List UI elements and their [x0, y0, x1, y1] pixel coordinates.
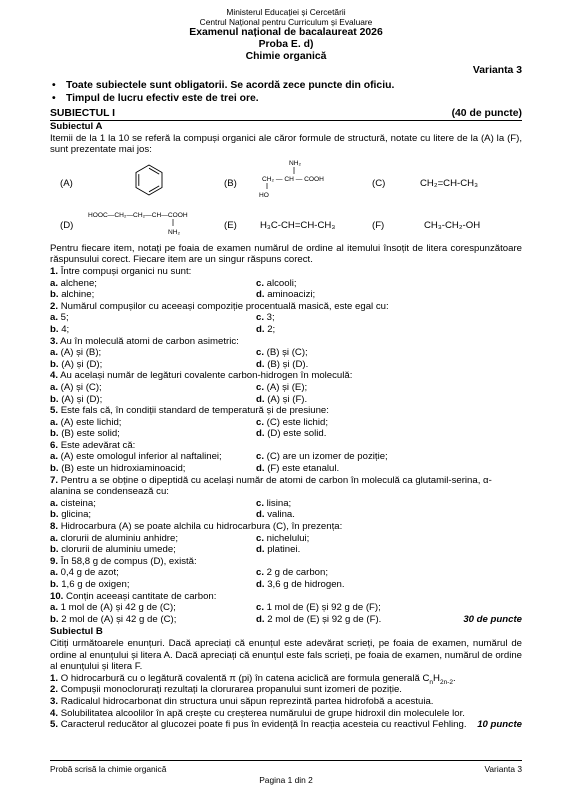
option-c: c. nichelului; — [256, 532, 310, 544]
statement-1: 1. O hidrocarbură cu o legătură covalentă π (pi) în catena aciclică are formula generală $C_nH_{2n-2}$. — [50, 672, 456, 686]
subsection-a-points: 30 de puncte — [463, 613, 522, 625]
question-3: 3. Au în moleculă atomi de carbon asimetric: — [50, 335, 239, 347]
option-c: c. 1 mol de (E) și 92 g de (F); — [256, 602, 381, 614]
option-c: c. (A) și (E); — [256, 381, 308, 393]
instruction-1: Toate subiectele sunt obligatorii. Se acordă zece puncte din oficiu. — [66, 80, 395, 91]
statement-2: 2. Compușii monoclorurați rezultați la clorurarea propanului sunt izomeri de poziție. — [50, 684, 402, 696]
question-4-options — [50, 382, 522, 405]
label-b: (B) — [224, 177, 237, 189]
option-c: c. (B) și (C); — [256, 347, 308, 359]
label-e: (E) — [224, 219, 237, 231]
option-d: d. aminoacizi; — [256, 289, 316, 301]
formula-f: CH₃-CH₂-OH — [424, 219, 481, 231]
option-d: d. (F) este etanalul. — [256, 463, 340, 475]
option-d: d. (D) este solid. — [256, 428, 327, 440]
option-d: d. 2; — [256, 323, 276, 335]
question-7-options — [50, 498, 522, 521]
option-a: a. alchene; — [50, 277, 97, 289]
general-instructions — [50, 80, 522, 105]
question-8: 8. Hidrocarbura (A) se poate alchila cu hidrocarbura (C), în prezența: — [50, 521, 343, 533]
label-f: (F) — [372, 219, 385, 231]
footer-left: Probă scrisă la chimie organică — [50, 764, 167, 774]
option-b: b. clorurii de aluminiu umede; — [50, 544, 176, 556]
question-6: 6. Este adevărat că: — [50, 439, 136, 451]
question-6-options — [50, 451, 522, 474]
statement-4: 4. Solubilitatea alcoolilor în apă crește cu creșterea numărului de grupe hidroxil din moleculele lor. — [50, 707, 465, 719]
center-name: Centrul Național pentru Curriculum și Evaluare — [199, 17, 373, 27]
option-a: a. 0,4 g de azot; — [50, 567, 119, 579]
bullet-icon: • — [52, 92, 56, 104]
subsection-b-title: Subiectul B — [50, 626, 103, 638]
question-5-options — [50, 417, 522, 440]
d-nh2-text: NH₂ — [168, 228, 181, 236]
option-b: b. glicina; — [50, 509, 92, 521]
exam-page — [50, 7, 522, 731]
subsection-a-intro: Itemii de la 1 la 10 se referă la compuși organici ale căror formule de structură, notate cu litere de la (A) la (F), sunt prezentate mai jos: — [50, 132, 522, 156]
question-2: 2. Numărul compușilor cu aceeași compoziție procentuală masică, este egal cu: — [50, 300, 389, 312]
subject-1-points: (40 de puncte) — [451, 108, 522, 119]
option-c: c. alcooli; — [256, 277, 297, 289]
option-d: d. platinei. — [256, 544, 301, 556]
option-d: d. 3,6 g de hidrogen. — [256, 579, 345, 590]
page-number: Pagina 1 din 2 — [259, 775, 313, 785]
answer-instructions: Pentru fiecare item, notați pe foaia de examen numărul de ordine al itemului însoțit de litera corespunzătoare răspunsului corect. Fiecare item are un singur răspuns corect. — [50, 242, 522, 266]
glutamic-acid-structure — [86, 208, 216, 238]
question-9: 9. În 58,8 g de compus (D), există: — [50, 555, 197, 567]
question-8-options — [50, 533, 522, 556]
label-a: (A) — [60, 177, 73, 189]
formula-c: CH₂=CH-CH₃ — [420, 177, 478, 189]
option-c: c. 3; — [256, 312, 275, 324]
footer-variant: Varianta 3 — [484, 764, 522, 774]
b-chain-text: CH₂ — CH — COOH — [262, 175, 324, 183]
option-a: a. clorurii de aluminiu anhidre; — [50, 532, 178, 544]
page-footer — [50, 760, 522, 785]
subject-title: Chimie organică — [245, 51, 327, 62]
b-ho-text: HO — [259, 191, 269, 199]
question-9-options — [50, 567, 522, 590]
subject-1-title: SUBIECTUL I — [50, 108, 116, 119]
structural-formulas — [50, 158, 522, 238]
question-10-options — [50, 602, 522, 625]
question-1-options — [50, 278, 522, 301]
question-10: 10. Conțin aceeași cantitate de carbon: — [50, 590, 217, 602]
option-b: b. 2 mol de (A) și 42 g de (C); — [50, 613, 177, 625]
question-7: 7. Pentru a se obține o dipeptidă cu același număr de atomi de carbon în moleculă ca glutamil-serina, α-alanina se condensează cu: — [50, 474, 492, 498]
statement-3: 3. Radicalul hidrocarbonat din structura unui săpun reprezintă partea hidrofobă a acestuia. — [50, 695, 434, 707]
option-b: b. (A) și (D); — [50, 393, 103, 405]
option-b: b. alchine; — [50, 289, 95, 301]
option-b: b. 4; — [50, 323, 70, 335]
option-d: d. valina. — [256, 509, 295, 521]
option-b: b. (A) și (D); — [50, 358, 103, 370]
option-b: b. (B) este solid; — [50, 428, 120, 440]
ministry-name: Ministerul Educației și Cercetării — [226, 7, 346, 17]
option-d: d. (B) și (D). — [256, 358, 309, 370]
d-chain-text: HOOC—CH₂—CH₂—CH—COOH — [88, 211, 188, 219]
option-a: a. (A) este omologul inferior al naftalinei; — [50, 451, 222, 463]
option-c: c. lisina; — [256, 497, 292, 509]
option-a: a. 1 mol de (A) și 42 g de (C); — [50, 602, 176, 614]
option-a: a. 5; — [50, 312, 69, 324]
option-c: c. (C) este lichid; — [256, 416, 328, 428]
label-d: (D) — [60, 219, 74, 231]
option-d: d. (A) și (F). — [256, 393, 308, 405]
subsection-b-intro: Citiți următoarele enunțuri. Dacă apreciați că enunțul este adevărat scrieți, pe foaia de examen, numărul de ordine al enunțului și litera A. Dacă apreciați că enunțul este fals scrieți, pe foaia de examen, numărul de ordine al enunțului și litera F. — [50, 637, 522, 673]
subsection-b-points: 10 puncte — [477, 719, 522, 731]
question-5: 5. Este fals că, în condiții standard de temperatură și de presiune: — [50, 405, 329, 417]
proba-title: Proba E. d) — [258, 39, 314, 50]
question-1: 1. Între compuși organici nu sunt: — [50, 265, 192, 277]
option-c: c. (C) are un izomer de poziție; — [256, 451, 388, 463]
bullet-icon: • — [52, 80, 56, 91]
multiple-choice-items — [50, 266, 522, 625]
question-4: 4. Au același număr de legături covalente carbon-hidrogen în moleculă: — [50, 370, 353, 382]
b-nh2-text: NH₂ — [289, 159, 302, 167]
instruction-2: Timpul de lucru efectiv este de trei ore. — [66, 92, 259, 104]
option-a: a. (A) este lichid; — [50, 416, 122, 428]
subject-1-heading — [50, 108, 522, 121]
question-3-options — [50, 347, 522, 370]
option-d: d. 2 mol de (E) și 92 g de (F). — [256, 613, 382, 625]
true-false-statements — [50, 673, 522, 731]
option-a: a. cisteina; — [50, 497, 96, 509]
option-b: b. (B) este un hidroxiaminoacid; — [50, 463, 186, 475]
option-b: b. 1,6 g de oxigen; — [50, 579, 130, 590]
exam-title: Examenul național de bacalaureat 2026 — [189, 27, 383, 38]
serine-structure — [256, 158, 346, 200]
formula-e: H₃C-CH=CH-CH₃ — [260, 219, 336, 231]
option-a: a. (A) și (B); — [50, 347, 102, 359]
label-c: (C) — [372, 177, 386, 189]
benzene-ring-diagram — [134, 163, 164, 197]
question-2-options — [50, 312, 522, 335]
subsection-a-title: Subiectul A — [50, 121, 103, 132]
option-a: a. (A) și (C); — [50, 381, 102, 393]
statement-5: 5. Caracterul reducător al glucozei poate fi pus în evidență în reacția acesteia cu reactivul Fehling. 10 puncte — [50, 719, 522, 731]
option-c: c. 2 g de carbon; — [256, 567, 329, 579]
variant-label: Varianta 3 — [472, 65, 522, 76]
